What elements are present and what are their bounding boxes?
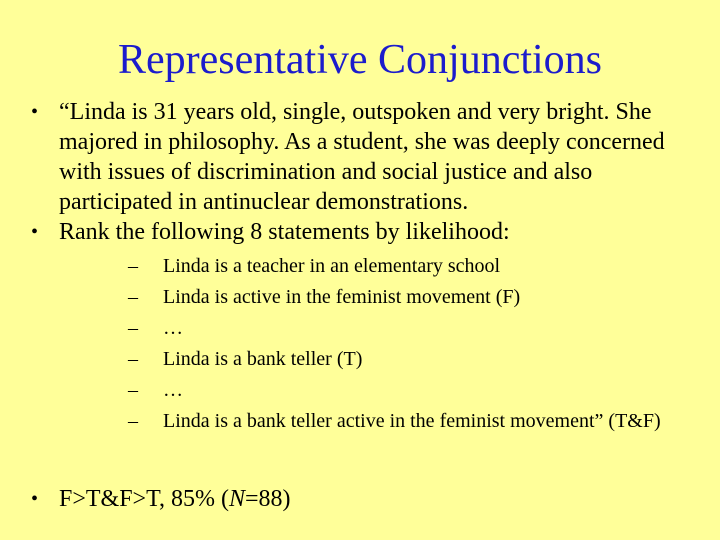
- slide-title: Representative Conjunctions: [117, 37, 603, 83]
- statement-text: Linda is a teacher in an elementary school: [163, 255, 501, 277]
- statement-text: Linda is a bank teller active in the feminist movement” (T&F): [163, 410, 661, 432]
- dash-marker: –: [128, 286, 138, 308]
- dash-marker: –: [128, 255, 138, 277]
- bullet-marker: •: [31, 221, 39, 243]
- statement-item: [59, 406, 700, 437]
- bullet-marker: •: [31, 101, 39, 123]
- statement-text: Linda is active in the feminist movement (F): [163, 286, 521, 308]
- dash-marker: –: [128, 379, 138, 401]
- statement-item: [59, 282, 700, 313]
- statement-text: …: [163, 317, 183, 339]
- statement-item: [59, 251, 700, 282]
- result-text: [59, 486, 291, 512]
- statement-text: …: [163, 379, 183, 401]
- statement-item: [59, 344, 700, 375]
- statement-item: [59, 313, 700, 344]
- result-prefix: F>T&F>T, 85% (: [59, 486, 229, 512]
- result-n-italic: N: [228, 486, 245, 512]
- statement-list: [59, 251, 700, 437]
- bullet-rank-instruction: [0, 217, 720, 437]
- bullet-result: [0, 484, 720, 514]
- linda-description-text: “Linda is 31 years old, single, outspoken and very bright. She majored in philosophy. As a student, she was deeply concerned with issues of discrimination and social justice and also participated in antinuclear demonstrations.: [59, 99, 665, 215]
- dash-marker: –: [128, 317, 138, 339]
- bullet-linda-description: [0, 97, 720, 217]
- result-suffix: =88): [244, 486, 291, 512]
- dash-marker: –: [128, 410, 138, 432]
- dash-marker: –: [128, 348, 138, 370]
- statement-text: Linda is a bank teller (T): [163, 348, 363, 370]
- rank-instruction-text: Rank the following 8 statements by likelihood:: [59, 219, 510, 245]
- statement-item: [59, 375, 700, 406]
- bullet-list: [0, 97, 720, 437]
- bullet-marker: •: [31, 488, 39, 510]
